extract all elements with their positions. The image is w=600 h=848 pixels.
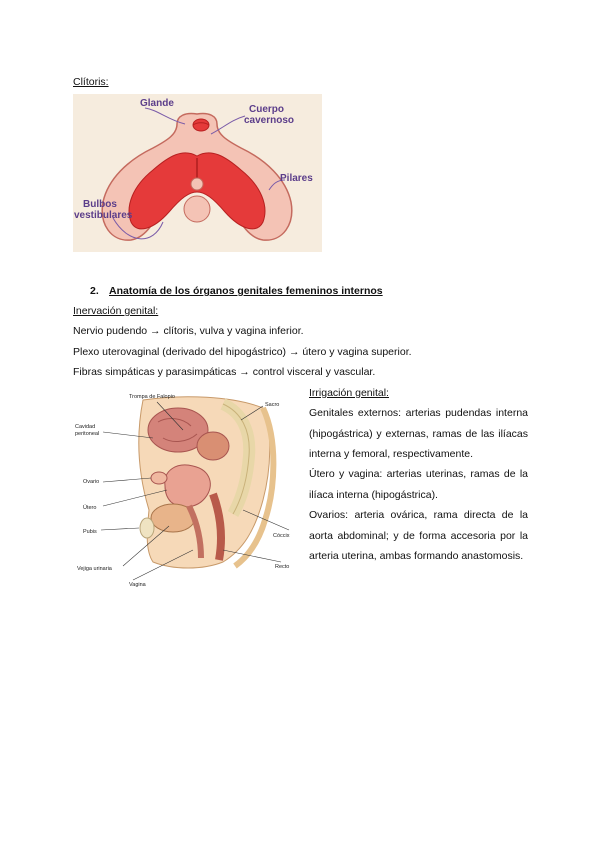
label-bulbos-2: vestibulares: [74, 210, 133, 221]
label-trompa: Trompa de Falopio: [129, 394, 175, 400]
inervacion-line: Nervio pudendo → clítoris, vulva y vagina inferior.: [73, 325, 304, 337]
irrigacion-heading: Irrigación genital:: [309, 387, 389, 399]
pelvis-diagram: [73, 390, 295, 590]
label-recto: Recto: [275, 564, 290, 570]
label-coccix: Cóccix: [273, 533, 290, 539]
section-number: 2.: [90, 285, 99, 297]
label-cavidad-1: Cavidad: [75, 424, 96, 430]
irrigacion-paragraph: Genitales externos: arterias pudendas interna (hipogástrica) y externas, ramas de las ilíacas interna y femoral, respectivamente.: [309, 407, 528, 460]
clitoris-heading: Clítoris:: [73, 76, 109, 88]
label-pubis: Pubis: [83, 529, 97, 535]
label-cuerpo-2: cavernoso: [244, 115, 295, 126]
label-cavidad-2: peritoneal: [75, 431, 100, 437]
section-title: [90, 285, 383, 297]
label-utero: Útero: [83, 505, 97, 511]
section-title-text: Anatomía de los órganos genitales femeninos internos: [109, 285, 383, 297]
inervacion-line: Fibras simpáticas y parasimpáticas → control visceral y vascular.: [73, 366, 376, 378]
inervacion-line: Plexo uterovaginal (derivado del hipogástrico) → útero y vagina superior.: [73, 346, 412, 358]
label-pilares: Pilares: [280, 173, 313, 184]
irrigacion-paragraph: Útero y vagina: arterias uterinas, ramas de la ilíaca interna (hipogástrica).: [309, 468, 528, 501]
clitoris-diagram: [73, 94, 322, 252]
irrigacion-paragraph: Ovarios: arteria ovárica, rama directa de la aorta abdominal; y de forma accesoria por la arteria uterina, ambas formando anastomosis.: [309, 509, 528, 562]
label-vagina: Vagina: [129, 582, 146, 588]
label-vejiga: Vejiga urinaria: [77, 566, 112, 572]
label-ovario: Ovario: [83, 479, 100, 485]
label-bulbos-1: Bulbos: [83, 199, 117, 210]
label-glande: Glande: [140, 98, 174, 109]
label-sacro: Sacro: [265, 402, 280, 408]
inervacion-heading: Inervación genital:: [73, 305, 159, 317]
label-cuerpo-1: Cuerpo: [249, 104, 284, 115]
